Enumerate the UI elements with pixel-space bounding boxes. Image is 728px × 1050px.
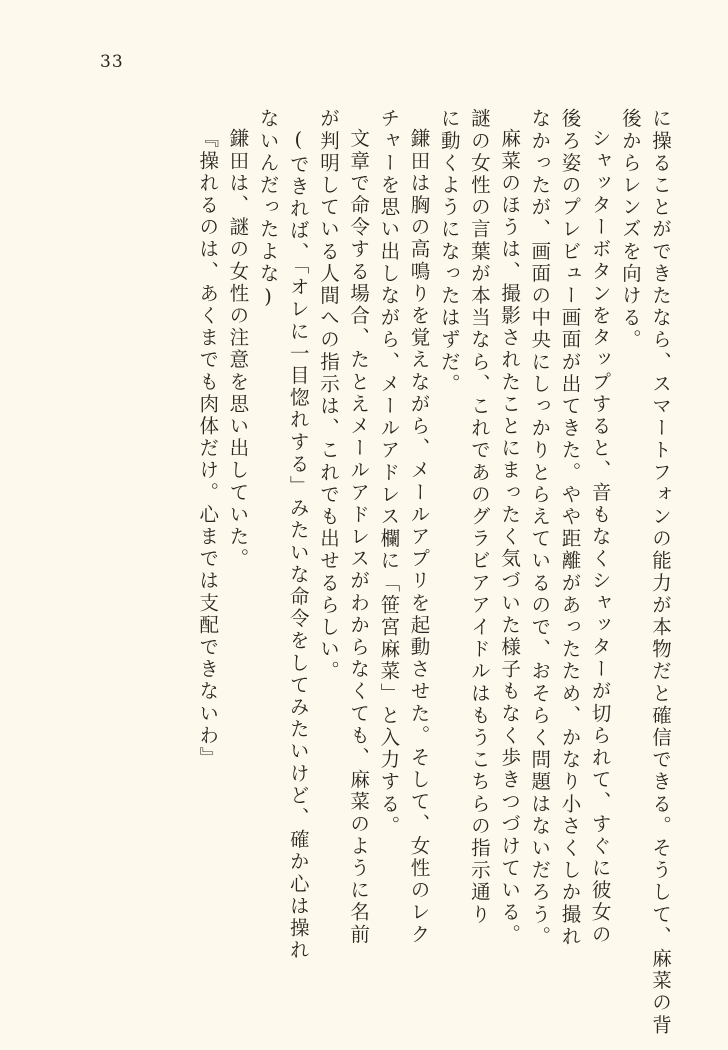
- text-line: 鎌田は胸の高鳴りを覚えながら、メールアプリを起動させた。そして、女性のレク: [407, 128, 431, 946]
- text-line: 後からレンズを向ける。: [618, 108, 642, 352]
- text-line: に操ることができたなら、スマートフォンの能力が本物だと確信できる。そうして、麻菜の背: [649, 108, 672, 1037]
- text-line: なかったが、画面の中央にしっかりとらえているので、おそらく問題はないだろう。: [528, 108, 552, 948]
- text-line: 麻菜のほうは、撮影されたことにまったく気づいた様子もなく歩きつづけている。: [498, 128, 522, 946]
- text-line: 『操れるのは、あくまでも肉体だけ。心までは支配できないわ』: [196, 128, 220, 769]
- text-line: チャーを思い出しながら、メールアドレス欄に「笹宮麻菜」と入力する。: [377, 108, 401, 838]
- text-line: 文章で命令する場合、たとえメールアドレスがわからなくても、麻菜のように名前: [347, 128, 371, 946]
- text-line: が判明している人間への指示は、これでも出せるらしい。: [316, 108, 340, 683]
- text-line: に動くようになったはずだ。: [437, 108, 461, 396]
- text-line: 鎌田は、謎の女性の注意を思い出していた。: [226, 128, 250, 570]
- text-line: シャッターボタンをタップすると、音もなくシャッターが切られて、すぐに彼女の: [588, 128, 612, 946]
- text-line: (できれば、「オレに一目惚れする」みたいな命令をしてみたいけど、確か心は操れ: [286, 128, 310, 962]
- page-number: 33: [100, 52, 124, 72]
- text-line: 謎の女性の言葉が本当なら、これであのグラビアアイドルはもうこちらの指示通り: [467, 108, 491, 926]
- text-line: ないんだったよな): [256, 108, 280, 311]
- vertical-text-body: [60, 108, 672, 1037]
- text-line: 後ろ姿のプレビュー画面が出てきた。やや距離があったため、かなり小さくしか撮れ: [558, 108, 582, 948]
